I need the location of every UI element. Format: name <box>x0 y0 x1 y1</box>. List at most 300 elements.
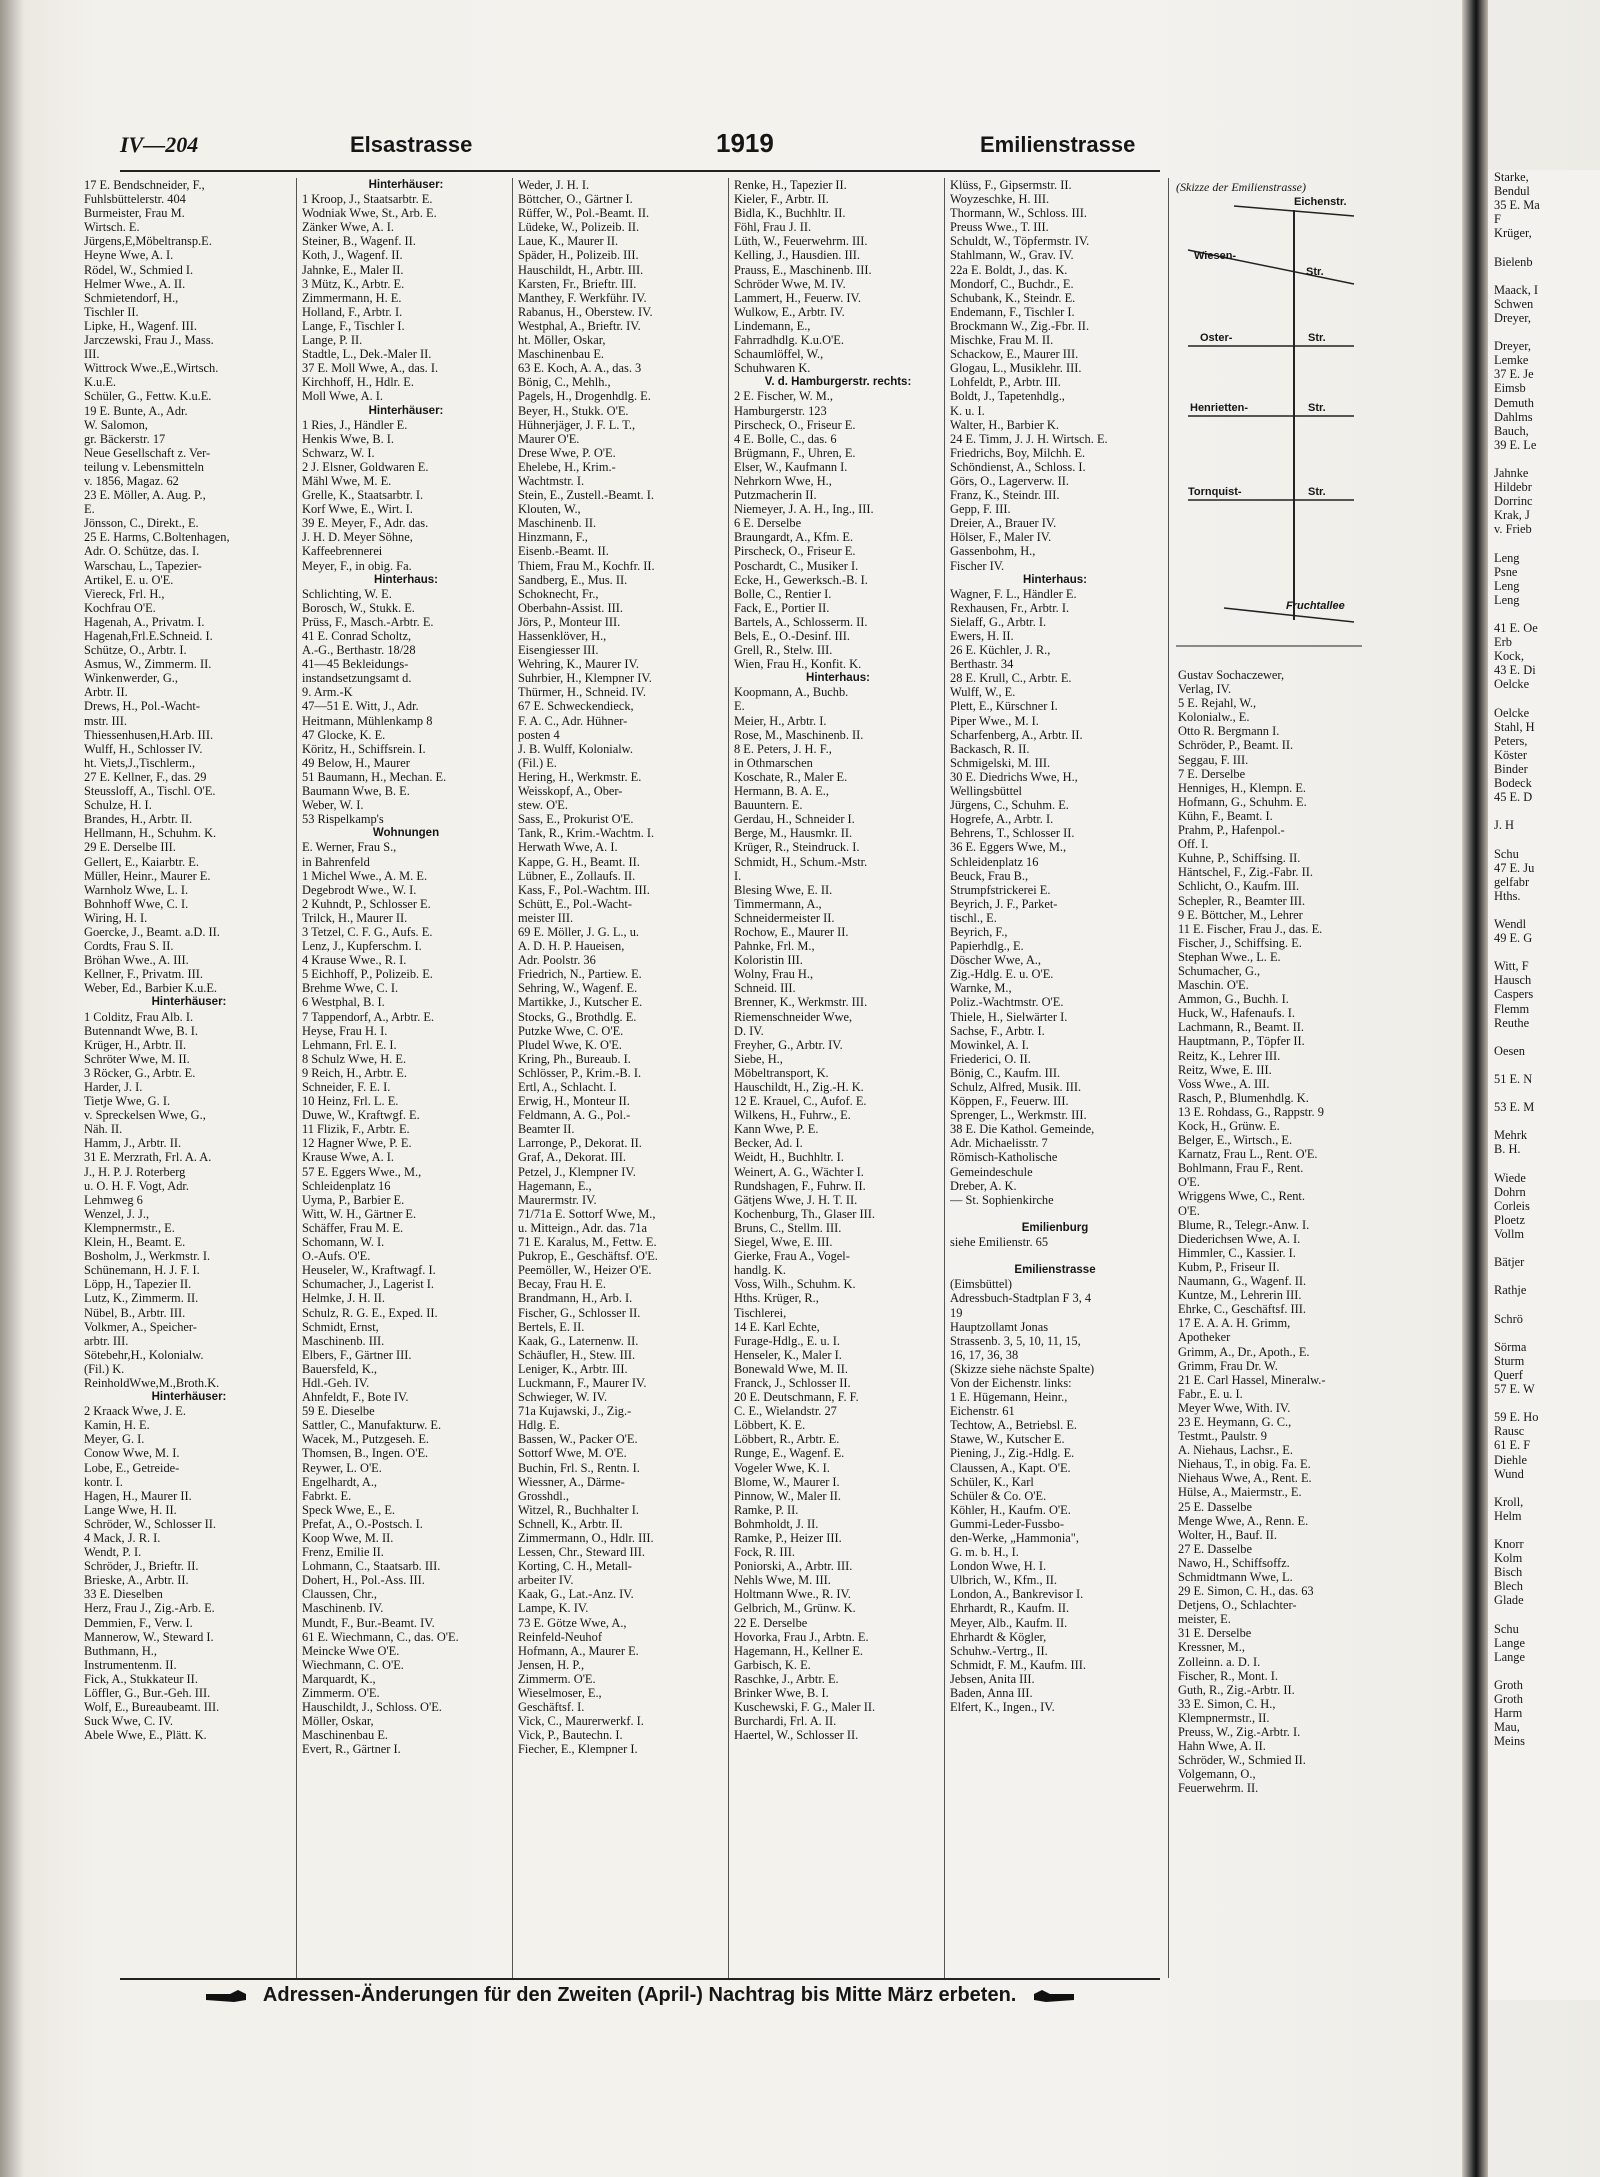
column-2 <box>302 178 510 1978</box>
entry-line: Putzke Wwe, C. O'E. <box>518 1023 624 1038</box>
entry-line: Sörma <box>1494 1339 1527 1354</box>
entry-line: Mehrk <box>1494 1128 1528 1143</box>
entry-line: Rabanus, H., Oberstew. IV. <box>518 304 653 319</box>
entry-line: 57 E. W <box>1494 1382 1535 1397</box>
entry-line: Zimmermann, O., Hdlr. III. <box>518 1531 654 1545</box>
entry-line: Löbbert, K. E. <box>734 1418 806 1433</box>
entry-line: K.u.E. <box>84 375 117 390</box>
entry-line: Koschate, R., Maler E. <box>734 769 848 784</box>
entry-line: Strassenb. 3, 5, 10, 11, 15, <box>950 1333 1081 1348</box>
entry-line: Conow Wwe, M. I. <box>84 1446 180 1461</box>
entry-line: 57 E. Eggers Wwe., M., <box>302 1164 422 1179</box>
entry-line: Sötebehr,H., Kolonialw. <box>84 1347 204 1362</box>
entry-line: Westphal, A., Brieftr. IV. <box>518 318 641 333</box>
entry-line: Steussloff, A., Tischl. O'E. <box>84 784 216 799</box>
street-label: Str. <box>1308 486 1326 498</box>
entry-line: Möller, Oskar, <box>302 1714 374 1729</box>
entry-line: Karsten, Fr., Brieftr. III. <box>518 276 637 291</box>
entry-line: Thürmer, H., Schneid. IV. <box>518 685 646 700</box>
street-label: Wiesen- <box>1194 250 1237 262</box>
entry-line: Heitmann, Mühlenkamp 8 <box>302 713 433 728</box>
entry-line: Berge, M., Hausmkr. II. <box>734 826 853 841</box>
entry-line: Heyne Wwe, A. I. <box>84 248 174 263</box>
entry-line: Bidla, K., Buchhltr. II. <box>734 206 846 221</box>
entry-line: Gustav Sochaczewer, <box>1178 668 1285 682</box>
entry-line: Hths. Krüger, R., <box>734 1291 819 1306</box>
entry-line: Jönsson, C., Direkt., E. <box>84 516 199 531</box>
entry-line: Wachtmstr. I. <box>518 473 585 488</box>
entry-line: Adr. Poolstr. 36 <box>518 953 596 968</box>
entry-line: Wulff, W., E. <box>950 685 1016 700</box>
entry-line: Volkmer, A., Speicher- <box>84 1319 197 1334</box>
entry-line: Kuntze, M., Lehrerin III. <box>1178 1288 1302 1303</box>
entry-line: Wagner, F. L., Händler E. <box>950 586 1077 601</box>
entry-line: 67 E. Schweckendieck, <box>518 699 634 714</box>
entry-line: v. 1856, Magaz. 62 <box>84 473 179 488</box>
entry-line: 19 E. Bunte, A., Adr. <box>84 403 188 418</box>
entry-line: Woyzeschke, H. III. <box>950 192 1050 207</box>
entry-line: Bolle, C., Rentier I. <box>734 586 832 601</box>
entry-line: Schneider, F. E. I. <box>302 1080 391 1094</box>
entry-line: Backasch, R. II. <box>950 741 1030 756</box>
entry-line: Rasch, P., Blumenhdlg. K. <box>1178 1090 1309 1105</box>
entry-line: Marquardt, K., <box>302 1671 376 1686</box>
entry-line: Brandes, H., Arbtr. II. <box>84 812 193 827</box>
entry-line: Kuhne, P., Schiffsing. II. <box>1178 851 1301 866</box>
entry-line: Winkenwerder, G., <box>84 671 178 686</box>
entry-line: Kellner, F., Privatm. III. <box>84 967 203 982</box>
entry-line: Bauuntern. E. <box>734 798 803 813</box>
entry-line: Adressbuch-Stadtplan F 3, 4 <box>950 1291 1092 1306</box>
entry-line: Kock, <box>1494 649 1524 664</box>
entry-line: Hinterhäuser: <box>151 996 227 1009</box>
entry-line: Bauch, <box>1494 423 1529 438</box>
entry-line: Schrö <box>1494 1311 1523 1326</box>
entry-line: Suck Wwe, C. IV. <box>84 1714 174 1729</box>
entry-line: Goercke, J., Beamt. a.D. II. <box>84 924 220 939</box>
entry-line: Schäffer, Frau M. E. <box>302 1220 404 1235</box>
entry-line: Fischer IV. <box>950 558 1005 573</box>
entry-line: 2 Kraack Wwe, J. E. <box>84 1404 186 1419</box>
entry-line: Rose, M., Maschinenb. II. <box>734 727 864 742</box>
entry-line: Meyer, F., in obig. Fa. <box>302 558 412 573</box>
entry-line: Rödel, W., Schmied I. <box>84 262 194 277</box>
entry-line: Bönig, C., Kaufm. III. <box>950 1065 1061 1080</box>
entry-line: Wehring, K., Maurer IV. <box>518 657 639 672</box>
entry-line: Frenz, Emilie II. <box>302 1545 384 1560</box>
entry-line: Kamin, H. E. <box>84 1418 150 1433</box>
entry-line: handlg. K. <box>734 1263 786 1278</box>
entry-line: 11 Flizik, F., Arbtr. E. <box>302 1122 410 1137</box>
entry-line: London Wwe, H. I. <box>950 1559 1047 1574</box>
entry-line: Bassen, W., Packer O'E. <box>518 1432 638 1447</box>
entry-line: Kroll, <box>1494 1494 1524 1509</box>
entry-line: 26 E. Küchler, J. R., <box>950 643 1051 658</box>
entry-line: Hassenklöver, H., <box>518 629 607 643</box>
entry-line: Helm <box>1494 1508 1522 1523</box>
entry-line: Hauptmann, P., Töpfer II. <box>1178 1034 1305 1049</box>
entry-line: Gerdau, H., Schneider I. <box>734 812 855 827</box>
entry-line: Wieselmoser, E., <box>518 1686 602 1701</box>
entry-line: Caspers <box>1494 987 1534 1002</box>
next-page-edge <box>1488 170 1600 2000</box>
entry-line: Prefat, A., O.-Postsch. I. <box>302 1516 423 1531</box>
entry-line: Schulz, Alfred, Musik. III. <box>950 1080 1082 1094</box>
entry-line: 20 E. Deutschmann, F. F. <box>734 1390 859 1405</box>
footer-text: Adressen-Änderungen für den Zweiten (April-) Nachtrag bis Mitte März erbeten. <box>262 1984 1017 2006</box>
entry-line: Belger, E., Wirtsch., E. <box>1178 1133 1293 1148</box>
entry-line: Weisskopf, A., Ober- <box>518 784 623 799</box>
entry-line: Wiede <box>1494 1170 1526 1185</box>
entry-line: Becker, Ad. I. <box>734 1136 803 1151</box>
entry-line: Wiessner, A., Därme- <box>518 1474 625 1489</box>
entry-line: Niemeyer, J. A. H., Ing., III. <box>734 502 874 517</box>
entry-line: Krüger, <box>1494 226 1532 241</box>
entry-line: Fabrkt. E. <box>302 1488 352 1503</box>
entry-line: Kieler, F., Arbtr. II. <box>734 192 829 207</box>
entry-line: Oberbahn-Assist. III. <box>518 600 623 615</box>
entry-line: Weinert, A. G., Wächter I. <box>734 1164 864 1179</box>
entry-line: 27 E. Dasselbe <box>1178 1541 1252 1556</box>
entry-line: F <box>1494 212 1501 227</box>
entry-line: Groth <box>1494 1678 1523 1693</box>
entry-line: Schubank, K., Steindr. E. <box>950 290 1076 305</box>
entry-line: Schneid. III. <box>734 981 796 996</box>
entry-line: Vick, P., Bautechn. I. <box>518 1728 623 1743</box>
entry-line: Emilienstrasse <box>1014 1264 1096 1277</box>
entry-line: 47—51 E. Witt, J., Adr. <box>302 699 419 714</box>
entry-line: 13 E. Rohdass, G., Rappstr. 9 <box>1178 1104 1324 1119</box>
entry-line: Köhler, H., Kaufm. O'E. <box>950 1502 1071 1517</box>
entry-line <box>950 1249 1160 1263</box>
entry-line: Koth, J., Wagenf. II. <box>302 248 403 263</box>
entry-line: Schröder, P., Beamt. II. <box>1178 738 1294 753</box>
entry-line: Wund <box>1494 1466 1524 1481</box>
entry-line: Jürgens,E,Möbeltransp.E. <box>84 234 212 249</box>
entry-line: Duwe, W., Kraftwgf. E. <box>302 1108 420 1123</box>
entry-line: Brügmann, F., Uhren, E. <box>734 445 856 460</box>
entry-line: Runge, E., Wagenf. E. <box>734 1446 845 1461</box>
entry-line: A.-G., Berthastr. 18/28 <box>302 643 416 658</box>
entry-line: Henseler, K., Maler I. <box>734 1347 842 1362</box>
entry-line: Bosholm, J., Werkmstr. I. <box>84 1249 211 1264</box>
entry-line: Walter, H., Barbier K. <box>950 417 1059 432</box>
entry-line: Schünemann, H. J. F. I. <box>84 1263 200 1278</box>
entry-line <box>1488 691 1600 705</box>
entry-line: 24 E. Timm, J. J. H. Wirtsch. E. <box>950 431 1108 446</box>
entry-line: Schmigelski, M. III. <box>950 755 1051 770</box>
street-label: Str. <box>1308 332 1326 344</box>
entry-line <box>1488 536 1600 550</box>
entry-line: Bartels, A., Schlosserm. II. <box>734 614 868 629</box>
entry-line: Mannerow, W., Steward I. <box>84 1629 214 1644</box>
entry-line: Schoknecht, Fr., <box>518 586 599 601</box>
entry-line: Schuhw.-Vertrg., II. <box>950 1643 1048 1658</box>
entry-line: Sattler, C., Manufakturw. E. <box>302 1418 442 1433</box>
entry-line: Boldt, J., Tapetenhdlg., <box>950 389 1065 404</box>
entry-line: Nehrkorn Wwe, H., <box>734 473 832 488</box>
right-street-heading: Emilienstrasse <box>980 132 1136 157</box>
entry-line: Blech <box>1494 1579 1523 1594</box>
entry-line: Peemöller, W., Heizer O'E. <box>518 1263 652 1278</box>
entry-line: Rüffer, W., Pol.-Beamt. II. <box>518 206 650 221</box>
entry-line: Scharfenberg, A., Arbtr. II. <box>950 727 1083 742</box>
entry-line: 22 E. Derselbe <box>734 1615 808 1630</box>
entry-line: Papierhdlg., E. <box>950 939 1024 954</box>
entry-line: Ecke, H., Gewerksch.-B. I. <box>734 572 868 587</box>
entry-line: Schumacher, J., Lagerist I. <box>302 1277 434 1292</box>
entry-line: Tischler II. <box>84 304 139 319</box>
entry-line: Trilck, H., Maurer II. <box>302 910 408 925</box>
entry-line: Martikke, J., Kutscher E. <box>518 995 643 1010</box>
entry-line: Schmietendorf, H., <box>84 290 179 305</box>
entry-line: Schmidt, H., Schum.-Mstr. <box>734 854 868 869</box>
column-1 <box>84 178 294 1978</box>
entry-line: Kühn, F., Beamt. I. <box>1178 808 1273 823</box>
entry-line: Meins <box>1494 1734 1525 1749</box>
entry-line: Meyer Wwe, With. IV. <box>1178 1400 1291 1415</box>
street-label: Oster- <box>1200 332 1233 344</box>
entry-line: 23 E. Möller, A. Aug. P., <box>84 488 206 503</box>
entry-line: instandsetzungsamt d. <box>302 671 412 686</box>
entry-line: kontr. I. <box>84 1474 123 1489</box>
entry-line: Bertels, E. II. <box>518 1319 585 1334</box>
entry-line: Pirscheck, O., Friseur E. <box>734 544 856 559</box>
entry-line: Lutz, K., Zimmerm. II. <box>84 1291 199 1306</box>
entry-line: Off. I. <box>1178 837 1209 852</box>
entry-line: Hamm, J., Arbtr. II. <box>84 1136 182 1151</box>
entry-line: Moll Wwe, A. I. <box>302 389 383 404</box>
entry-line: Leniger, K., Arbtr. III. <box>518 1361 628 1376</box>
entry-line: Nawo, H., Schiffsoffz. <box>1178 1555 1290 1570</box>
entry-line: Fuhlsbüttelerstr. 404 <box>84 192 186 207</box>
entry-line <box>1488 832 1600 846</box>
entry-line: Müller, Heinr., Maurer E. <box>84 868 211 883</box>
entry-line: Römisch-Katholische <box>950 1150 1058 1165</box>
entry-line <box>1488 1664 1600 1678</box>
entry-line: 2 Kuhndt, P., Schlosser E. <box>302 896 431 911</box>
entry-line: 41 E. Oe <box>1494 621 1538 635</box>
entry-line: C. E., Wielandstr. 27 <box>734 1404 837 1419</box>
entry-line: Asmus, W., Zimmerm. II. <box>84 657 212 672</box>
entry-line: J. H <box>1494 818 1514 833</box>
entry-line: Thiele, H., Sielwärter I. <box>950 1009 1068 1024</box>
entry-line: Heuseler, W., Kraftwagf. I. <box>302 1263 436 1278</box>
entry-line: Wirtsch. E. <box>84 220 140 235</box>
entry-line: Vogeler Wwe, K. I. <box>734 1460 830 1475</box>
entry-line: Poliz.-Wachtmstr. O'E. <box>950 995 1064 1010</box>
entry-line: arbtr. III. <box>84 1333 129 1348</box>
entry-line: Bielenb <box>1494 254 1533 269</box>
entry-line: Heyse, Frau H. I. <box>302 1023 388 1038</box>
entry-line: Gellert, E., Kaiarbtr. E. <box>84 854 199 869</box>
entry-line: Maschinenbau E. <box>302 1728 389 1743</box>
entry-line: Tischlerei, <box>734 1305 787 1320</box>
entry-line: Glade <box>1494 1593 1524 1608</box>
entry-line: 23 E. Heymann, G. C., <box>1178 1414 1292 1429</box>
entry-line: Von der Eichenstr. links: <box>950 1375 1072 1390</box>
entry-line <box>1488 1086 1600 1100</box>
entry-line: 5 Eichhoff, P., Polizeib. E. <box>302 967 433 982</box>
entry-line: Hölser, F., Maler IV. <box>950 530 1052 545</box>
entry-line: Franck, J., Schlosser II. <box>734 1375 851 1390</box>
entry-line: Weder, J. H. I. <box>518 178 590 192</box>
entry-line: Rundshagen, F., Fuhrw. II. <box>734 1178 866 1193</box>
entry-line: — St. Sophienkirche <box>950 1192 1054 1207</box>
column-divider <box>1168 178 1169 1978</box>
entry-line: Hagemann, E., <box>518 1178 592 1193</box>
entry-line: Buthmann, H., <box>84 1643 157 1658</box>
entry-line: Hauschildt, H., Arbtr. III. <box>518 262 644 277</box>
entry-line <box>1488 1608 1600 1622</box>
entry-line: v. Spreckelsen Wwe, G., <box>84 1108 206 1123</box>
page-header <box>120 128 1160 162</box>
entry-line: Bohnhoff Wwe, C. I. <box>84 896 189 911</box>
entry-line: 38 E. Die Kathol. Gemeinde, <box>950 1122 1095 1137</box>
entry-line: Lüth, W., Feuerwehrm. III. <box>734 234 868 249</box>
entry-line <box>1488 1157 1600 1171</box>
entry-line: 5 E. Rejahl, W., <box>1178 696 1257 711</box>
entry-line: 49 E. G <box>1494 931 1533 946</box>
pointing-hand-icon <box>1032 1988 1076 2004</box>
entry-line: Poniorski, A., Arbtr. III. <box>734 1559 853 1574</box>
entry-line: Gemeindeschule <box>950 1164 1033 1179</box>
entry-line: 1 E. Hügemann, Heinr., <box>950 1390 1068 1405</box>
entry-line: Schöndienst, A., Schloss. I. <box>950 459 1086 474</box>
entry-line: Kaak, G., Laternenw. II. <box>518 1333 639 1348</box>
entry-line: Fabr., E. u. I. <box>1178 1386 1243 1401</box>
entry-line: Vick, C., Maurerwerkf. I. <box>518 1714 644 1729</box>
entry-line: Mundt, F., Bur.-Beamt. IV. <box>302 1615 435 1630</box>
entry-line: 9 Reich, H., Arbtr. E. <box>302 1065 407 1080</box>
entry-line: Witzel, R., Buchhalter I. <box>518 1502 639 1517</box>
entry-line: Gelbrich, M., Grünw. K. <box>734 1601 856 1616</box>
entry-line: Guth, R., Zig.-Arbtr. II. <box>1178 1682 1295 1697</box>
entry-line: Seggau, F. III. <box>1178 752 1249 767</box>
entry-line: Schomann, W. I. <box>302 1235 385 1250</box>
entry-line: Friedrichs, Boy, Milchh. E. <box>950 445 1086 460</box>
entry-line: meister, E. <box>1178 1612 1231 1627</box>
entry-line: 11 E. Fischer, Frau J., das. E. <box>1178 921 1323 936</box>
entry-line: Zimmerm. O'E. <box>302 1686 380 1701</box>
entry-line: Pludel Wwe, K. O'E. <box>518 1037 622 1052</box>
entry-line: Lange, F., Tischler I. <box>302 318 405 333</box>
entry-line: Dreyer, <box>1494 339 1531 354</box>
entry-line: Weber, W. I. <box>302 798 364 813</box>
entry-line: Brinker Wwe, B. I. <box>734 1686 829 1701</box>
entry-line: Tank, R., Krim.-Wachtm. I. <box>518 826 655 841</box>
entry-line: 61 E. F <box>1494 1438 1531 1453</box>
entry-line: Reitz, K., Lehrer III. <box>1178 1048 1281 1063</box>
entry-line: Stahlmann, W., Grav. IV. <box>950 248 1074 263</box>
entry-line: Bohmholdt, J. II. <box>734 1516 819 1531</box>
entry-line: Schlicht, O., Kaufm. III. <box>1178 879 1300 894</box>
entry-line: Bohlmann, Frau F., Rent. <box>1178 1161 1304 1176</box>
entry-line: Bendul <box>1494 184 1530 199</box>
entry-line: Mondorf, C., Buchdr., E. <box>950 276 1074 291</box>
entry-line: 1 Ries, J., Händler E. <box>302 417 408 432</box>
entry-line: Brockmann W., Zig.-Fbr. II. <box>950 318 1090 333</box>
entry-line: 28 E. Krull, C., Arbtr. E. <box>950 671 1072 686</box>
column-3 <box>518 178 726 1978</box>
entry-line: Herz, Frau J., Zig.-Arb. E. <box>84 1601 215 1616</box>
entry-line: Koloristin III. <box>734 953 803 968</box>
entry-line: Hinterhäuser: <box>368 179 444 191</box>
entry-line: Detjens, O., Schlachter- <box>1178 1598 1297 1613</box>
entry-line: u. Mitteign., Adr. das. 71a <box>518 1220 648 1235</box>
entry-line: Mähl Wwe, M. E. <box>302 473 392 488</box>
entry-line: 35 E. Ma <box>1494 198 1540 213</box>
entry-line: Pagels, H., Drogenhdlg. E. <box>518 389 651 404</box>
entry-line: Eisenb.-Beamt. II. <box>518 544 609 559</box>
entry-line: Lohmann, C., Staatsarb. III. <box>302 1559 441 1574</box>
entry-line: Burchardi, Frl. A. II. <box>734 1714 837 1729</box>
entry-line: Wodniak Wwe, St., Arb. E. <box>302 206 437 221</box>
entry-line: Drese Wwe, P. O'E. <box>518 445 616 460</box>
entry-line <box>1488 607 1600 621</box>
entry-line: Jebsen, Anita III. <box>950 1671 1035 1686</box>
entry-line: Hauschildt, J., Schloss. O'E. <box>302 1700 442 1715</box>
entry-line: Löffler, G., Bur.-Geh. III. <box>84 1686 211 1701</box>
entry-line: Friederici, O. II. <box>950 1051 1031 1066</box>
entry-line: Lehmweg 6 <box>84 1192 143 1207</box>
entry-line <box>1488 1030 1600 1044</box>
entry-line: Burmeister, Frau M. <box>84 206 185 221</box>
entry-line: Huck, W., Hafenaufs. I. <box>1178 1006 1295 1021</box>
entry-line: I. <box>734 868 742 883</box>
entry-line <box>1488 1298 1600 1312</box>
street-label: Eichenstr. <box>1294 196 1347 208</box>
entry-line: III. <box>84 347 100 362</box>
entry-line: Wulff, H., Schlosser IV. <box>84 741 203 756</box>
entry-line: Himmler, C., Kassier. I. <box>1178 1245 1296 1260</box>
entry-line: E. <box>84 502 95 517</box>
entry-line: Schackow, E., Maurer III. <box>950 347 1079 362</box>
left-street-heading: Elsastrasse <box>350 132 473 157</box>
entry-line: Helmke, J. H. II. <box>302 1291 385 1306</box>
entry-line: Kaffeebrennerei <box>302 544 383 559</box>
entry-line: Kann Wwe, P. E. <box>734 1122 819 1137</box>
entry-line: 59 E. Dieselbe <box>302 1404 375 1419</box>
entry-line: Schüler & Co. O'E. <box>950 1488 1047 1503</box>
entry-line: Lampe, K. IV. <box>518 1601 589 1616</box>
entry-line: Wulkow, E., Arbtr. IV. <box>734 304 845 319</box>
entry-line: Becay, Frau H. E. <box>518 1277 606 1292</box>
entry-line: London, A., Bankrevisor I. <box>950 1587 1084 1602</box>
entry-line: Schröder, J., Brieftr. II. <box>84 1559 199 1574</box>
entry-line: Pukrop, E., Geschäftsf. O'E. <box>518 1249 658 1264</box>
entry-line: J., H. P. J. Roterberg <box>84 1164 186 1179</box>
entry-line: Wriggens Wwe, C., Rent. <box>1178 1189 1305 1204</box>
entry-line: 29 E. Derselbe III. <box>84 840 176 855</box>
entry-line: Schepler, R., Beamter III. <box>1178 893 1306 908</box>
entry-line: Grimm, A., Dr., Apoth., E. <box>1178 1344 1310 1359</box>
entry-line: Ehrke, C., Geschäftsf. III. <box>1178 1302 1306 1317</box>
entry-line: 51 Baumann, H., Mechan. E. <box>302 769 447 784</box>
entry-line: Feuerwehrm. II. <box>1178 1781 1259 1796</box>
entry-line: 47 Glocke, K. E. <box>302 727 386 742</box>
entry-line: Harder, J. I. <box>84 1080 143 1094</box>
entry-line: Prüss, F., Masch.-Arbtr. E. <box>302 614 434 629</box>
entry-line: Wacek, M., Putzgeseh. E. <box>302 1432 430 1447</box>
entry-line: 73 E. Götze Wwe, A., <box>518 1615 627 1630</box>
entry-line: Harm <box>1494 1706 1523 1721</box>
entry-line: Stawe, W., Kutscher E. <box>950 1432 1065 1447</box>
column-divider <box>296 178 297 1978</box>
entry-line: Binder <box>1494 761 1528 776</box>
entry-line: Zimmerm. O'E. <box>518 1671 596 1686</box>
entry-line: Ehelebe, H., Krim.- <box>518 459 616 474</box>
